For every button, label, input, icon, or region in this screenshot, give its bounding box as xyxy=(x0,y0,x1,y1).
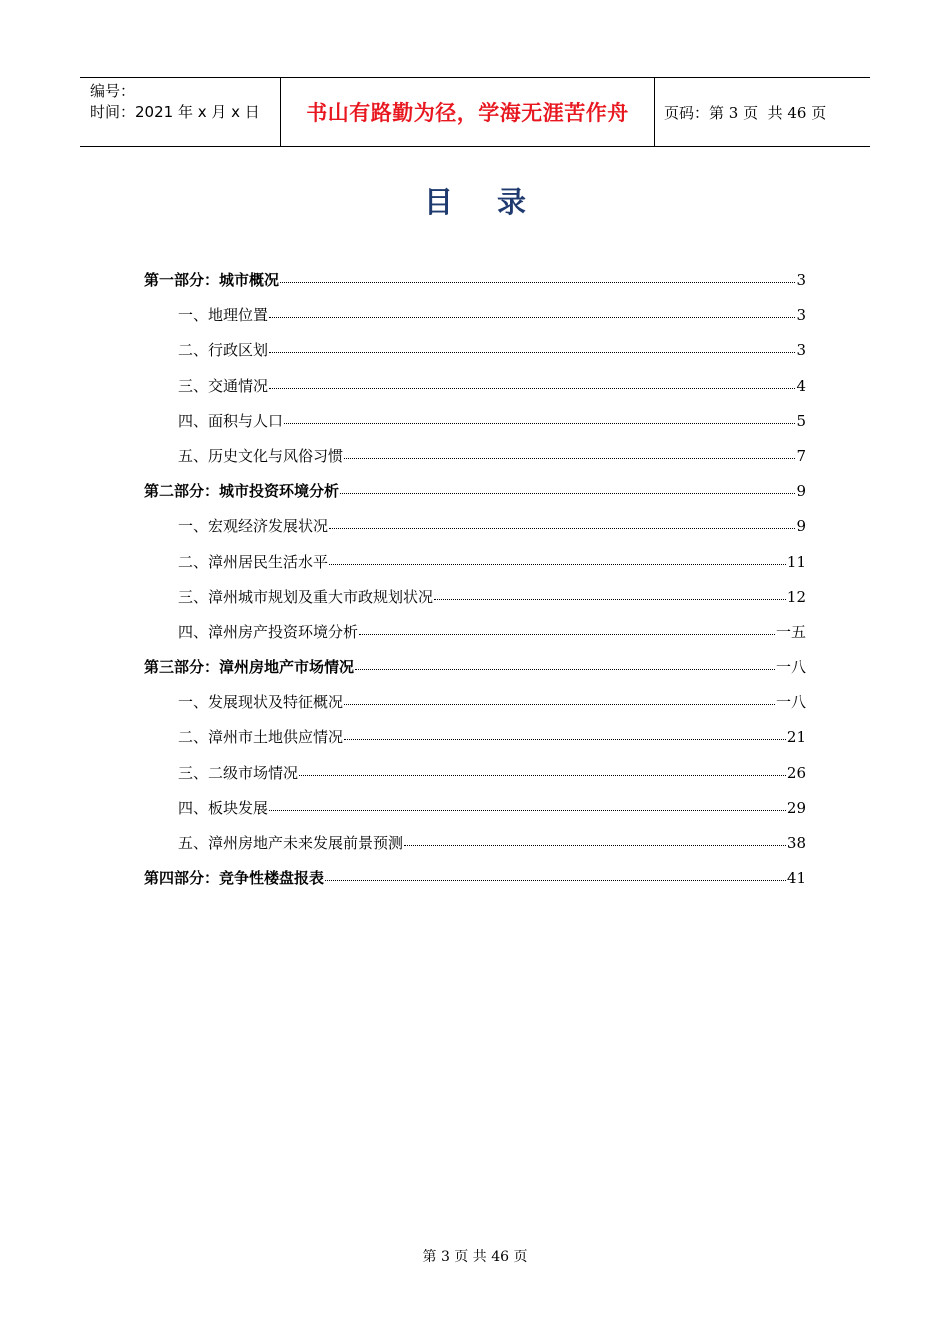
toc-entry-page-number: 3 xyxy=(796,271,806,289)
toc-entry-label: 二、漳州市土地供应情况 xyxy=(178,728,344,747)
toc-entry-page-number: 12 xyxy=(786,587,806,606)
toc-subsection-entry[interactable] xyxy=(144,404,806,439)
toc-entry-page-number: 21 xyxy=(786,728,806,747)
toc-entry-label: 三、交通情况 xyxy=(178,376,269,395)
toc-dot-leader xyxy=(404,844,786,846)
toc-dot-leader xyxy=(340,492,795,494)
toc-entry-label: 一、地理位置 xyxy=(178,306,269,325)
header-page-cell xyxy=(655,78,870,146)
toc-entry-page-number: 3 xyxy=(796,341,806,360)
toc-section-entry[interactable] xyxy=(144,650,806,685)
toc-subsection-entry[interactable] xyxy=(144,615,806,650)
toc-dot-leader xyxy=(344,703,775,705)
toc-entry-page-number: 26 xyxy=(786,763,806,782)
toc-entry-page-number: 一五 xyxy=(775,622,806,641)
toc-entry-page-number: 7 xyxy=(796,446,806,465)
toc-entry-label: 三、二级市场情况 xyxy=(178,763,299,782)
toc-entry-page-number: 4 xyxy=(796,376,806,395)
toc-subsection-entry[interactable] xyxy=(144,826,806,861)
toc-dot-leader xyxy=(325,879,786,881)
toc-dot-leader xyxy=(269,387,795,389)
page-footer: 第 3 页 共 46 页 xyxy=(422,1249,528,1265)
toc-subsection-entry[interactable] xyxy=(144,333,806,368)
toc-entry-label: 一、发展现状及特征概况 xyxy=(178,693,344,712)
toc-entry-label: 五、历史文化与风俗习惯 xyxy=(178,446,344,465)
toc-subsection-entry[interactable] xyxy=(144,756,806,791)
toc-dot-leader xyxy=(344,457,795,459)
toc-dot-leader xyxy=(269,316,795,318)
toc-entry-label: 第四部分：竞争性楼盘报表 xyxy=(144,869,325,888)
toc-entry-label: 二、行政区划 xyxy=(178,341,269,360)
toc-section-entry[interactable] xyxy=(144,263,806,298)
toc-dot-leader xyxy=(359,633,775,635)
toc-entry-label: 四、板块发展 xyxy=(178,798,269,817)
toc-dot-leader xyxy=(280,281,795,283)
toc-entry-page-number: 29 xyxy=(786,798,806,817)
header-page-info: 页码：第 3 页 共 46 页 xyxy=(664,103,827,122)
toc-entry-label: 四、漳州房产投资环境分析 xyxy=(178,622,359,641)
header-motto-cell xyxy=(281,78,655,146)
header-meta-cell xyxy=(80,78,281,146)
toc-dot-leader xyxy=(269,809,786,811)
toc-subsection-entry[interactable] xyxy=(144,439,806,474)
toc-section-entry[interactable] xyxy=(144,474,806,509)
toc-entry-label: 五、漳州房地产未来发展前景预测 xyxy=(178,834,404,852)
toc-subsection-entry[interactable] xyxy=(144,298,806,333)
toc-subsection-entry[interactable] xyxy=(144,791,806,826)
toc-dot-leader xyxy=(329,527,795,529)
toc-dot-leader xyxy=(299,774,786,776)
toc-entry-page-number: 5 xyxy=(796,411,806,430)
toc-entry-page-number: 9 xyxy=(796,482,806,501)
toc-subsection-entry[interactable] xyxy=(144,720,806,755)
toc-subsection-entry[interactable] xyxy=(144,580,806,615)
document-time-label: 时间：2021 年 x 月 x 日 xyxy=(90,103,260,121)
toc-subsection-entry[interactable] xyxy=(144,545,806,580)
toc-entry-label: 第一部分：城市概况 xyxy=(144,271,280,289)
toc-entry-label: 一、宏观经济发展状况 xyxy=(178,517,329,536)
toc-dot-leader xyxy=(355,668,775,670)
page-header xyxy=(80,77,870,147)
toc-entry-label: 第二部分：城市投资环境分析 xyxy=(144,482,340,501)
toc-dot-leader xyxy=(344,738,786,740)
toc-subsection-entry[interactable] xyxy=(144,685,806,720)
toc-title: 目录 xyxy=(423,185,570,219)
toc-entry-page-number: 11 xyxy=(786,552,806,571)
toc-entry-page-number: 38 xyxy=(786,834,806,852)
toc-entry-label: 第三部分：漳州房地产市场情况 xyxy=(144,658,355,677)
toc-dot-leader xyxy=(329,563,786,565)
toc-dot-leader xyxy=(269,351,795,353)
toc-entry-page-number: 3 xyxy=(796,306,806,325)
header-motto: 书山有路勤为径，学海无涯苦作舟 xyxy=(306,101,629,125)
toc-entry-page-number: 41 xyxy=(786,869,806,888)
toc-entry-page-number: 一八 xyxy=(775,693,806,712)
toc-entry-page-number: 9 xyxy=(796,517,806,536)
toc-section-entry[interactable] xyxy=(144,861,806,896)
toc-dot-leader xyxy=(284,422,795,424)
toc-entry-page-number: 一八 xyxy=(775,658,806,677)
table-of-contents xyxy=(144,263,806,896)
toc-entry-label: 二、漳州居民生活水平 xyxy=(178,552,329,571)
document-number-label: 编号： xyxy=(90,82,136,100)
toc-entry-label: 四、面积与人口 xyxy=(178,411,284,430)
toc-dot-leader xyxy=(434,598,786,600)
toc-subsection-entry[interactable] xyxy=(144,369,806,404)
toc-entry-label: 三、漳州城市规划及重大市政规划状况 xyxy=(178,587,434,606)
toc-subsection-entry[interactable] xyxy=(144,509,806,544)
